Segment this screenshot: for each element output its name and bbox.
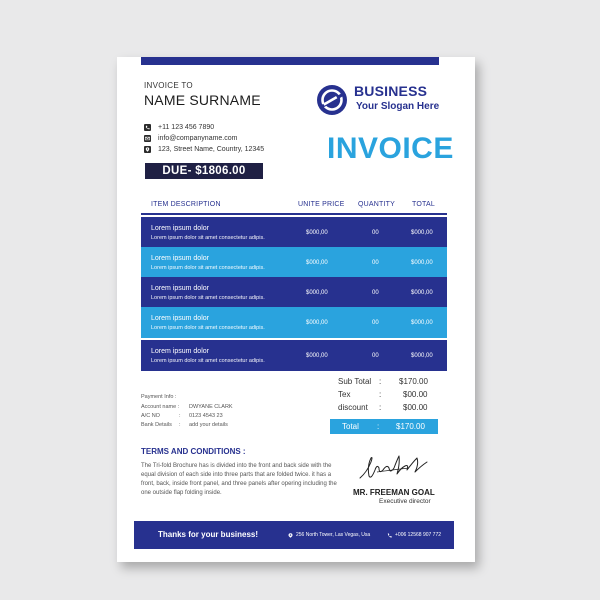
header-total: TOTAL <box>412 201 435 208</box>
item-total: $000,00 <box>411 260 433 266</box>
item-title: Lorem ipsum dolor <box>151 225 209 232</box>
item-title: Lorem ipsum dolor <box>151 285 209 292</box>
phone-icon <box>144 124 151 131</box>
subtotal-colon: : <box>379 377 382 386</box>
account-number-label: A/C NO <box>141 413 160 419</box>
item-subtitle: Lorem ipsum dolor sit amet consectetur adipis. <box>151 235 265 241</box>
footer-bar <box>134 521 454 549</box>
address-text: 123, Street Name, Country, 12345 <box>158 146 265 153</box>
terms-title: TERMS AND CONDITIONS : <box>141 447 246 456</box>
brand-name: BUSINESS <box>354 83 428 99</box>
account-name-label: Account name : <box>141 404 180 410</box>
contact-email <box>144 135 237 142</box>
table-row <box>141 277 447 308</box>
table-row <box>141 217 447 248</box>
bank-details-colon: : <box>179 422 181 428</box>
tax-value: $00.00 <box>403 390 428 399</box>
brand-slogan: Your Slogan Here <box>356 101 440 112</box>
location-pin-icon <box>144 146 151 153</box>
contact-phone <box>144 124 214 131</box>
discount-value: $00.00 <box>403 403 428 412</box>
total-value: $170.00 <box>396 422 425 431</box>
item-total: $000,00 <box>411 353 433 359</box>
top-accent-bar <box>141 57 439 65</box>
footer-address <box>288 532 370 538</box>
signer-name: MR. FREEMAN GOAL <box>353 488 435 497</box>
item-total: $000,00 <box>411 320 433 326</box>
header-item-description: ITEM DESCRIPTION <box>151 201 221 208</box>
item-total: $000,00 <box>411 230 433 236</box>
item-subtitle: Lorem ipsum dolor sit amet consectetur adipis. <box>151 325 265 331</box>
customer-name: NAME SURNAME <box>144 92 261 108</box>
footer-phone <box>387 532 441 538</box>
item-title: Lorem ipsum dolor <box>151 348 209 355</box>
item-quantity: 00 <box>372 260 379 266</box>
discount-colon: : <box>379 403 382 412</box>
account-number-value: 0123 4543 23 <box>189 413 223 419</box>
tax-label: Tex <box>338 390 351 399</box>
item-price: $000,00 <box>306 320 328 326</box>
signature-image <box>357 450 435 484</box>
location-pin-icon <box>288 533 293 538</box>
bank-details-label: Bank Details <box>141 422 172 428</box>
tax-colon: : <box>379 390 382 399</box>
footer-phone-text: +006 12568 907 772 <box>395 532 442 538</box>
item-quantity: 00 <box>372 230 379 236</box>
item-title: Lorem ipsum dolor <box>151 315 209 322</box>
thanks-message: Thanks for your business! <box>158 530 259 539</box>
header-unit-price: UNITE PRICE <box>298 201 345 208</box>
item-title: Lorem ipsum dolor <box>151 255 209 262</box>
phone-icon <box>387 533 392 538</box>
total-colon: : <box>377 422 380 431</box>
signer-title: Executive director <box>379 498 431 505</box>
item-price: $000,00 <box>306 290 328 296</box>
phone-text: +11 123 456 7890 <box>158 124 215 131</box>
item-subtitle: Lorem ipsum dolor sit amet consectetur adipis. <box>151 265 265 271</box>
grand-total-box <box>330 419 438 434</box>
item-price: $000,00 <box>306 353 328 359</box>
bank-details-value: add your details <box>189 422 228 428</box>
header-quantity: QUANTITY <box>358 201 395 208</box>
table-row <box>141 307 447 338</box>
invoice-title: INVOICE <box>327 132 454 165</box>
table-header-divider <box>141 213 447 215</box>
total-label: Total <box>342 422 359 431</box>
discount-label: discount <box>338 403 368 412</box>
item-total: $000,00 <box>411 290 433 296</box>
item-price: $000,00 <box>306 230 328 236</box>
item-subtitle: Lorem ipsum dolor sit amet consectetur adipis. <box>151 295 265 301</box>
contact-address <box>144 146 264 153</box>
item-price: $000,00 <box>306 260 328 266</box>
payment-info-title: Payment Info : <box>141 394 177 400</box>
due-amount-badge: DUE- $1806.00 <box>145 163 263 179</box>
invoice-page <box>117 57 475 562</box>
footer-address-text: 256 North Tower, Las Vegas, Usa <box>296 532 371 538</box>
account-name-value: DWYANE CLARK <box>189 404 233 410</box>
item-subtitle: Lorem ipsum dolor sit amet consectetur adipis. <box>151 358 265 364</box>
account-number-colon: : <box>179 413 181 419</box>
invoice-to-label: INVOICE TO <box>144 81 193 90</box>
business-logo-icon <box>316 84 348 116</box>
item-quantity: 00 <box>372 353 379 359</box>
subtotal-value: $170.00 <box>399 377 428 386</box>
item-quantity: 00 <box>372 320 379 326</box>
mail-icon <box>144 135 151 142</box>
subtotal-label: Sub Total <box>338 377 372 386</box>
item-quantity: 00 <box>372 290 379 296</box>
table-row <box>141 247 447 278</box>
terms-text: The Tri-fold Brochure has is divided into the front and back side with the equal division of each side into three parts that are folded twice. it has a front, back, inside front panel, and three panels after opering including the one outside flap folding inside. <box>141 463 337 496</box>
table-row <box>141 340 447 371</box>
email-text: info@companyname.com <box>158 135 238 142</box>
